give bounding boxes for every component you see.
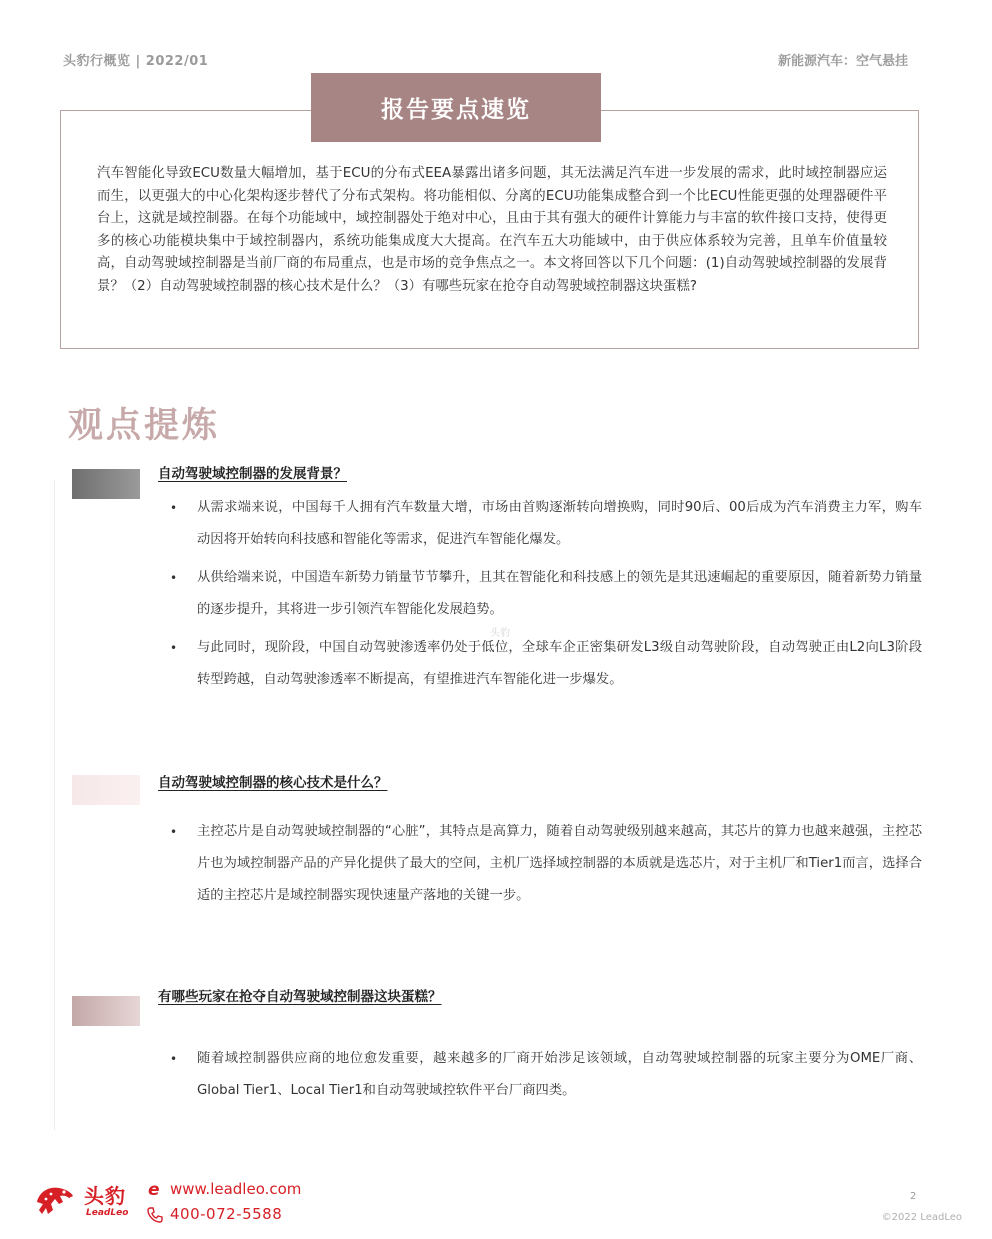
list-item: • 从需求端来说，中国每千人拥有汽车数量大增，市场由首购逐渐转向增换购，同时90后、00后成为汽车消费主力军，购车动因将开始转向科技感和智能化等需求，促进汽车智能化爆发。: [170, 492, 922, 556]
section-title: 观点提炼: [68, 406, 221, 446]
list-item: • 随着域控制器供应商的地位愈发重要，越来越多的厂商开始涉足该领域，自动驾驶域控制器的玩家主要分为OME厂商、Global Tier1、Local Tier1和自动驾驶域控软件平台厂商四类。: [170, 1043, 922, 1107]
brand-name-en: LeadLeo: [86, 1208, 129, 1218]
section-marker-3: [72, 996, 140, 1026]
page-number: 2: [910, 1191, 917, 1202]
leopard-logo-icon: [33, 1180, 75, 1220]
question-title-3: 有哪些玩家在抢夺自动驾驶域控制器这块蛋糕？: [158, 989, 442, 1005]
bullet-list-3: [170, 1043, 922, 1113]
timeline-line: [54, 480, 55, 1130]
svg-text:e: e: [148, 1180, 160, 1198]
browser-e-icon: [146, 1180, 164, 1198]
summary-title: 报告要点速览: [311, 73, 601, 142]
list-item: • 从供给端来说，中国造车新势力销量节节攀升，且其在智能化和科技感上的领先是其迅速崛起的重要原因，随着新势力销量的逐步提升，其将进一步引领汽车智能化发展趋势。: [170, 562, 922, 626]
phone-number[interactable]: 400-072-5588: [170, 1205, 283, 1223]
list-item: • 主控芯片是自动驾驶域控制器的“心脏”，其特点是高算力，随着自动驾驶级别越来越高，其芯片的算力也越来越强，主控芯片也为域控制器产品的产异化提供了最大的空间，主机厂选择域控制器的本质就是选芯片，对于主机厂和Tier1而言，选择合适的主控芯片是域控制器实现快速量产落地的关键一步。: [170, 816, 922, 912]
website-link[interactable]: www.leadleo.com: [170, 1180, 302, 1198]
header-left: 头豹行概览 | 2022/01: [63, 54, 209, 69]
watermark: 头豹: [490, 628, 510, 639]
list-item: • 与此同时，现阶段，中国自动驾驶渗透率仍处于低位，全球车企正密集研发L3级自动驾驶阶段，自动驾驶正由L2向L3阶段转型跨越，自动驾驶渗透率不断提高，有望推进汽车智能化进一步爆发。: [170, 632, 922, 696]
summary-text: 汽车智能化导致ECU数量大幅增加，基于ECU的分布式EEA暴露出诸多问题，其无法满足汽车进一步发展的需求，此时域控制器应运而生，以更强大的中心化架构逐步替代了分布式架构。将功能相似、分离的ECU功能集成整合到一个比ECU性能更强的处理器硬件平台上，这就是域控制器。在每个功能域中，域控制器处于绝对中心，且由于其有强大的硬件计算能力与丰富的软件接口支持，使得更多的核心功能模块集中于域控制器内，系统功能集成度大大提高。在汽车五大功能域中，由于供应体系较为完善，且单车价值量较高，自动驾驶域控制器是当前厂商的布局重点，也是市场的竞争焦点之一。本文将回答以下几个问题：(1)自动驾驶域控制器的发展背景？（2）自动驾驶域控制器的核心技术是什么？（3）有哪些玩家在抢夺自动驾驶域控制器这块蛋糕?: [97, 166, 887, 294]
section-marker-2: [72, 775, 140, 805]
section-marker-1: [72, 469, 140, 499]
copyright: ©2022 LeadLeo: [881, 1212, 962, 1223]
question-title-1: 自动驾驶域控制器的发展背景？: [158, 466, 347, 482]
bullet-list-1: [170, 492, 922, 702]
brand-name-cn: 头豹: [84, 1184, 126, 1208]
phone-icon: [146, 1206, 164, 1224]
header-right: 新能源汽车：空气悬挂: [777, 54, 908, 69]
bullet-list-2: [170, 816, 922, 918]
question-title-2: 自动驾驶域控制器的核心技术是什么？: [158, 775, 388, 791]
